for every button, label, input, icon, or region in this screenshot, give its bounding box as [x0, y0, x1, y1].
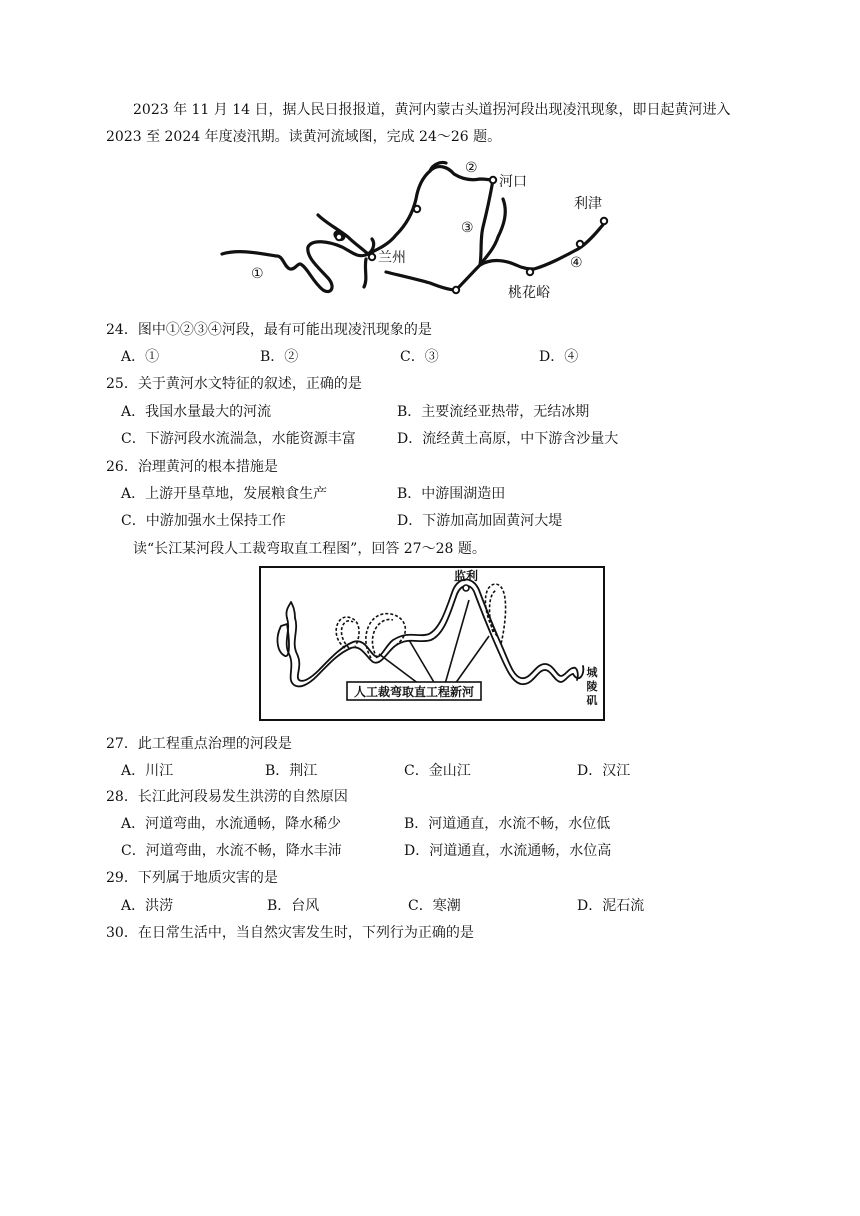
jianli-marker	[463, 585, 469, 591]
label-circle-2: ②	[465, 160, 478, 176]
river-branch-south	[364, 259, 366, 287]
label-lijin: 利津	[574, 196, 602, 212]
q24-option-b[interactable]: B．②	[260, 349, 299, 365]
q29-option-b[interactable]: B．台风	[267, 898, 320, 914]
label-lanzhou: 兰州	[378, 250, 406, 266]
q25-option-b[interactable]: B．主要流经亚热带，无结冰期	[397, 404, 590, 420]
station-marker-ne	[577, 241, 583, 247]
label-hekou: 河口	[499, 174, 527, 190]
q27-option-a[interactable]: A．川江	[121, 763, 174, 779]
q30-stem: 30．在日常生活中，当自然灾害发生时，下列行为正确的是	[106, 925, 474, 941]
intro2-line: 读“长江某河段人工裁弯取直工程图”，回答 27～28 题。	[133, 541, 486, 557]
q25-option-d[interactable]: D．流经黄土高原，中下游含沙量大	[397, 431, 619, 447]
q26-option-a[interactable]: A．上游开垦草地，发展粮食生产	[121, 486, 328, 502]
label-circle-3: ③	[461, 220, 474, 236]
station-lanzhou-marker	[369, 254, 375, 260]
label-taohuayu: 桃花峪	[508, 285, 550, 301]
river-upper-course	[222, 239, 374, 292]
label-city-3: 矶	[586, 694, 598, 707]
q24-stem: 24．图中①②③④河段，最有可能出现凌汛现象的是	[106, 322, 432, 338]
q28-stem: 28．长江此河段易发生洪涝的自然原因	[106, 789, 348, 805]
intro-line-1: 2023 年 11 月 14 日，据人民日报报道，黄河内蒙古头道拐河段出现凌汛现象，即日起黄河进入	[133, 102, 731, 118]
river-wei	[386, 272, 456, 290]
q26-option-b[interactable]: B．中游围湖造田	[397, 486, 506, 502]
yellow-river-map	[218, 157, 638, 307]
q28-option-b[interactable]: B．河道通直，水流不畅，水位低	[404, 816, 611, 832]
label-city-2: 陵	[586, 680, 598, 693]
q29-option-d[interactable]: D．泥石流	[577, 898, 645, 914]
q25-option-c[interactable]: C．下游河段水流湍急，水能资源丰富	[121, 431, 356, 447]
q27-option-d[interactable]: D．汉江	[577, 763, 631, 779]
yangtze-cutoff-diagram	[259, 566, 605, 721]
q26-option-c[interactable]: C．中游加强水土保持工作	[121, 513, 286, 529]
q25-stem: 25．关于黄河水文特征的叙述，正确的是	[106, 376, 362, 392]
station-marker-north	[414, 206, 420, 212]
intro-line-2: 2023 至 2024 年度凌汛期。读黄河流域图，完成 24～26 题。	[106, 129, 502, 145]
station-marker-east	[527, 269, 533, 275]
q27-stem: 27．此工程重点治理的河段是	[106, 736, 292, 752]
river-great-bend	[368, 167, 493, 254]
q29-option-a[interactable]: A．洪涝	[121, 898, 174, 914]
q29-stem: 29．下列属于地质灾害的是	[106, 870, 278, 886]
river-lower-course	[456, 221, 606, 290]
q24-option-c[interactable]: C．③	[400, 349, 439, 365]
label-city-1: 城	[586, 666, 598, 679]
station-hekou-marker	[490, 177, 496, 183]
station-taohuayu-marker	[453, 287, 459, 293]
label-circle-4: ④	[570, 255, 583, 271]
q29-option-c[interactable]: C．寒潮	[408, 898, 461, 914]
label-new-river: 人工裁弯取直工程新河	[353, 685, 475, 699]
q27-option-b[interactable]: B．荆江	[265, 763, 318, 779]
river-tributary-east	[480, 199, 505, 265]
label-circle-1: ①	[251, 266, 264, 282]
q26-option-d[interactable]: D．下游加高加固黄河大堤	[397, 513, 563, 529]
q26-stem: 26．治理黄河的根本措施是	[106, 459, 278, 475]
q28-option-a[interactable]: A．河道弯曲，水流通畅，降水稀少	[121, 816, 342, 832]
q24-option-d[interactable]: D．④	[539, 349, 579, 365]
station-marker-west	[336, 234, 342, 240]
q28-option-d[interactable]: D．河道通直，水流通畅，水位高	[404, 843, 612, 859]
q24-option-a[interactable]: A．①	[121, 349, 160, 365]
label-jianli: 监利	[453, 569, 479, 583]
station-lijin-marker	[601, 218, 607, 224]
q25-option-a[interactable]: A．我国水量最大的河流	[121, 404, 272, 420]
q27-option-c[interactable]: C．金山江	[404, 763, 471, 779]
q28-option-c[interactable]: C．河道弯曲，水流不畅，降水丰沛	[121, 843, 342, 859]
